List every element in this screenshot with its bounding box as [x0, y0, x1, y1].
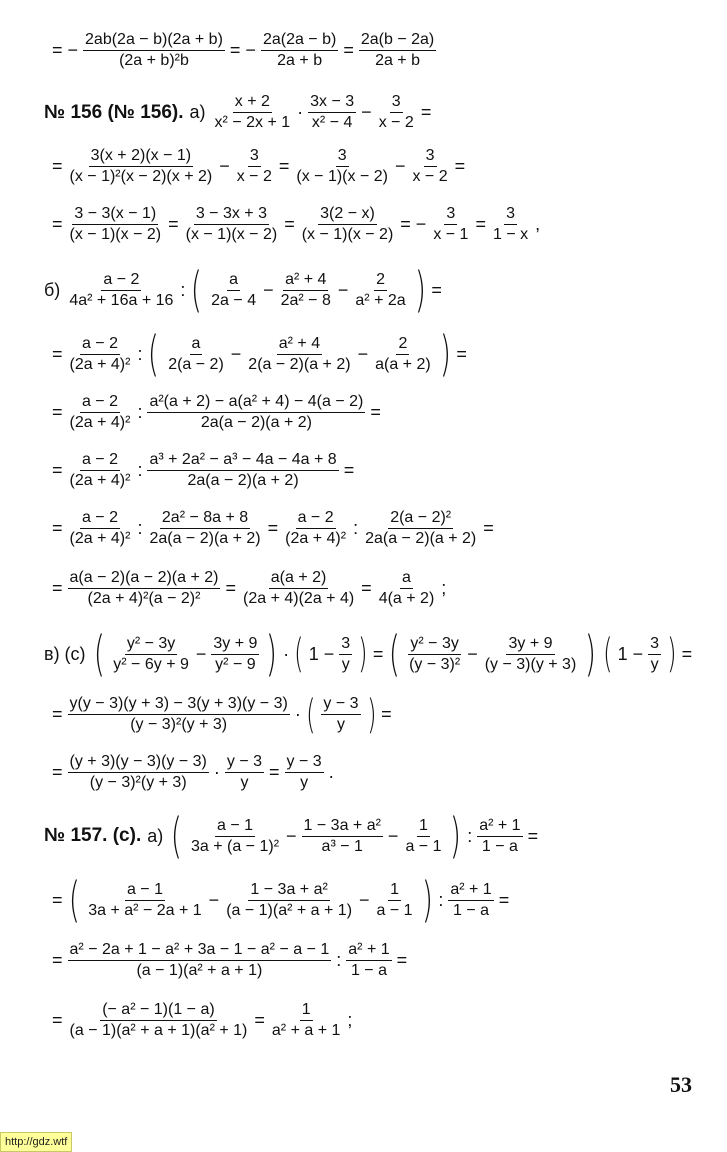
operator: :	[467, 825, 473, 846]
operator: ·	[294, 704, 301, 724]
fraction: $\frac{\text{a³ + 2a² − a³ − 4a − 4a + 8}}{2a(a - 2)(a + 2)}$	[149, 451, 337, 489]
equation-line-0	[0, 30, 727, 71]
operator: 1 −	[308, 643, 335, 664]
operator: :	[137, 518, 143, 538]
open-paren: (	[603, 631, 613, 677]
close-paren: )	[266, 626, 278, 682]
problem-number-156: № 156 (№ 156).	[44, 101, 184, 123]
operator: −	[230, 343, 242, 364]
equation-line-16	[0, 1000, 727, 1041]
operator: −	[337, 279, 349, 300]
fraction: $\frac{\text{a² + 4}}{2(a - 2)(a + 2)}$	[248, 334, 351, 373]
fraction: $\frac{a(a - 2)(a - 2)(a + 2)}{\text{(2a + 4)²(a − 2)²}}$	[69, 569, 219, 607]
operator: :	[353, 518, 359, 538]
fraction: $\frac{3 - 3x + 3}{(x - 1)(x - 2)}$	[185, 205, 278, 243]
fraction: $\frac{a - 1}{\text{3a + (a − 1)²}}$	[190, 816, 280, 855]
operator: = −	[400, 214, 427, 234]
operator: ·	[213, 762, 220, 782]
operator: ;	[347, 1010, 353, 1030]
operator: −	[394, 156, 406, 176]
operator: :	[137, 343, 143, 364]
operator: .	[328, 762, 334, 782]
fraction: $\frac{x + 2}{\text{x² − 2x + 1}}$	[214, 93, 291, 131]
operator: =	[396, 950, 408, 970]
fraction: $\frac{\text{a² + 1}}{1 - a}$	[479, 816, 521, 855]
close-paren: )	[414, 262, 426, 318]
equation-line-9	[0, 568, 727, 609]
equation-line-2	[0, 146, 727, 187]
operator: =	[168, 214, 179, 234]
operator: =	[431, 279, 442, 300]
close-paren: )	[421, 872, 433, 928]
fraction: $\frac{3}{x - 2}$	[378, 93, 414, 131]
fraction: $\frac{a - 2}{\text{(2a + 4)²}}$	[69, 334, 131, 373]
subproblem-label-a: а)	[147, 825, 164, 846]
fraction: $\frac{\text{a²(a + 2) − a(a² + 4) − 4(a − 2)}}{2a(a - 2)(a + 2)}$	[149, 393, 364, 431]
operator: −	[357, 343, 369, 364]
fraction: $\frac{a - 2}{\text{(2a + 4)²}}$	[69, 509, 131, 547]
fraction: $\frac{3(2 - x)}{(x - 1)(x - 2)}$	[301, 205, 394, 243]
operator: −	[286, 825, 297, 846]
fraction: $\frac{(y + 3)(y - 3)(y - 3)}{\text{(y − 3)²(y + 3)}}$	[69, 753, 207, 791]
fraction: $\frac{y - 3}{y}$	[323, 695, 359, 733]
close-paren: )	[585, 626, 597, 682]
fraction: $\frac{3x - 3}{\text{x² − 4}}$	[310, 93, 355, 131]
operator: ·	[283, 643, 290, 664]
operator: =	[456, 343, 467, 364]
operator: −	[195, 643, 207, 664]
operator: =	[267, 518, 279, 538]
equation-line-8	[0, 508, 727, 549]
equation-line-11	[0, 691, 727, 738]
fraction: $\frac{a}{2(a - 2)}$	[168, 334, 224, 373]
operator: =	[381, 704, 392, 724]
operator: =	[52, 1010, 63, 1030]
fraction: $\frac{1}{\text{a² + a + 1}}$	[271, 1001, 341, 1039]
open-paren: (	[294, 631, 304, 677]
equation-line-4	[0, 262, 727, 318]
fraction: $\frac{3}{(x - 1)(x - 2)}$	[296, 147, 388, 185]
open-paren: (	[305, 691, 316, 738]
fraction: $\frac{y - 3}{y}$	[226, 753, 263, 791]
operator: ·	[297, 102, 304, 122]
fraction: $\frac{\text{1 − 3a + a²}}{\text{a³ − 1}}$	[303, 816, 381, 855]
fraction: $\frac{3}{x - 1}$	[433, 205, 469, 243]
equation-line-1	[0, 92, 727, 133]
fraction: $\frac{a(a + 2)}{(2a + 4)(2a + 4)}$	[243, 569, 355, 607]
fraction: $\frac{\text{(− a² − 1)(1 − a)}}{\text{(a − 1)(a² + a + 1)(a² + 1)}}$	[69, 1001, 248, 1039]
open-paren: (	[148, 326, 160, 382]
close-paren: )	[439, 326, 451, 382]
fraction: $\frac{a - 2}{\text{(2a + 4)²}}$	[69, 393, 131, 431]
fraction: $\frac{a - 2}{\text{(2a + 4)²}}$	[285, 509, 347, 547]
operator: =	[52, 343, 63, 364]
equation-line-5	[0, 326, 727, 382]
close-paren: )	[667, 631, 677, 677]
fraction: $\frac{2}{a(a + 2)}$	[375, 334, 431, 373]
fraction: $\frac{2a(2a - b)}{2a + b}$	[262, 31, 337, 69]
operator: =	[343, 460, 355, 480]
fraction: $\frac{3}{x - 2}$	[412, 147, 448, 185]
equation-line-14	[0, 872, 727, 928]
equation-line-3	[0, 204, 727, 245]
subproblem-label-b: б)	[44, 279, 61, 300]
operator: =	[52, 704, 63, 724]
operator: −	[387, 825, 399, 846]
fraction: $\frac{\text{2(a − 2)²}}{2a(a - 2)(a + 2)}$	[365, 509, 477, 547]
subproblem-label-a: а)	[189, 102, 206, 122]
fraction: $\frac{1}{a - 1}$	[376, 880, 413, 919]
operator: −	[208, 889, 220, 910]
open-paren: (	[170, 808, 183, 864]
operator: =	[52, 156, 63, 176]
operator: =	[52, 950, 63, 970]
operator: :	[137, 402, 143, 422]
footer-url-link[interactable]: http://gdz.wtf	[0, 1132, 72, 1152]
fraction: $\frac{\text{a² + 4}}{\text{2a² − 8}}$	[280, 270, 331, 309]
operator: 1 −	[617, 643, 644, 664]
fraction: $\frac{3y + 9}{\text{y² − 9}}$	[213, 634, 258, 673]
equation-line-13	[0, 808, 727, 864]
fraction: $\frac{3}{y}$	[650, 634, 660, 673]
operator: =	[498, 889, 510, 910]
fraction: $\frac{2ab(2a - b)(2a + b)}{\text{(2a + b)²b}}$	[85, 31, 223, 69]
operator: =	[269, 762, 280, 782]
page-number: 53	[670, 1072, 692, 1097]
operator: =	[483, 518, 494, 538]
fraction: $\frac{2}{\text{a² + 2a}}$	[355, 270, 406, 309]
operator: =	[454, 156, 466, 176]
operator: −	[467, 643, 478, 664]
operator: =	[370, 402, 381, 422]
fraction: $\frac{2a(b - 2a)}{2a + b}$	[360, 31, 435, 69]
open-paren: (	[389, 626, 401, 682]
operator: =	[343, 40, 354, 60]
equation-line-6	[0, 392, 727, 433]
operator: =	[681, 643, 693, 664]
fraction: $\frac{3}{x - 2}$	[236, 147, 272, 185]
operator: =	[372, 643, 384, 664]
operator: :	[336, 950, 342, 970]
fraction: $\frac{a}{4(a + 2)}$	[378, 569, 435, 607]
problem-number-157: № 157. (с).	[44, 825, 142, 846]
operator: :	[180, 279, 186, 300]
operator: =	[225, 578, 236, 598]
fraction: $\frac{1}{a - 1}$	[405, 816, 442, 855]
fraction: $\frac{y(y - 3)(y + 3) - 3(y + 3)(y - 3)}{\text{(y − 3)²(y + 3)}}$	[69, 695, 288, 733]
operator: ;	[441, 578, 447, 598]
operator: = −	[229, 40, 256, 60]
equation-line-10	[0, 626, 727, 682]
operator: ,	[535, 214, 541, 234]
fraction: $\frac{a - 2}{\text{(2a + 4)²}}$	[69, 451, 131, 489]
fraction: $\frac{a}{2a - 4}$	[211, 270, 257, 309]
operator: =	[420, 102, 432, 122]
close-paren: )	[358, 631, 368, 677]
fraction: $\frac{\text{y² − 3y}}{\text{(y − 3)²}}$	[409, 634, 461, 673]
fraction: $\frac{3}{1 - x}$	[492, 205, 529, 243]
operator: :	[137, 460, 143, 480]
open-paren: (	[93, 626, 105, 682]
operator: =	[52, 762, 63, 782]
fraction: $\frac{3y + 9}{(y - 3)(y + 3)}$	[484, 634, 577, 673]
operator: −	[219, 156, 230, 176]
equation-line-15	[0, 940, 727, 981]
fraction: $\frac{\text{a² + 1}}{1 - a}$	[348, 941, 390, 979]
fraction: $\frac{\text{a² − 2a + 1 − a² + 3a − 1 − a² − a − 1}}{\text{(a − 1)(a² + a + 1)}}$	[69, 941, 330, 979]
operator: =	[361, 578, 372, 598]
close-paren: )	[366, 691, 377, 738]
fraction: $\frac{a - 1}{\text{3a + a² − 2a + 1}}$	[88, 880, 202, 919]
fraction: $\frac{3 - 3(x - 1)}{(x - 1)(x - 2)}$	[69, 205, 162, 243]
equation-line-12	[0, 752, 727, 793]
operator: =	[527, 825, 539, 846]
open-paren: (	[68, 872, 80, 928]
fraction: $\frac{3}{y}$	[341, 634, 351, 673]
operator: =	[52, 578, 63, 598]
subproblem-label-v: в) (с)	[44, 643, 86, 664]
operator: −	[263, 279, 274, 300]
fraction: $\frac{\text{1 − 3a + a²}}{\text{(a − 1)(a² + a + 1)}}$	[226, 880, 353, 919]
fraction: $\frac{\text{a² + 1}}{1 - a}$	[450, 880, 492, 919]
fraction: $\frac{3(x + 2)(x - 1)}{\text{(x − 1)²(x − 2)(x + 2)}}$	[69, 147, 213, 185]
operator: =	[254, 1010, 265, 1030]
fraction: $\frac{\text{y² − 3y}}{\text{y² − 6y + 9}}$	[113, 634, 189, 673]
equation-line-7	[0, 450, 727, 491]
fraction: $\frac{y - 3}{y}$	[286, 753, 322, 791]
operator: −	[359, 889, 370, 910]
operator: =	[278, 156, 290, 176]
operator: =	[284, 214, 295, 234]
operator: = −	[52, 40, 79, 60]
operator: =	[52, 214, 63, 234]
fraction: $\frac{\text{2a² − 8a + 8}}{2a(a - 2)(a + 2)}$	[149, 509, 261, 547]
operator: =	[52, 402, 63, 422]
operator: =	[475, 214, 486, 234]
operator: −	[361, 102, 372, 122]
operator: :	[438, 889, 444, 910]
operator: =	[52, 889, 63, 910]
operator: =	[52, 460, 63, 480]
close-paren: )	[450, 808, 462, 864]
operator: =	[52, 518, 63, 538]
open-paren: (	[191, 262, 203, 318]
fraction: $\frac{a - 2}{\text{4a² + 16a + 16}}$	[69, 270, 174, 309]
